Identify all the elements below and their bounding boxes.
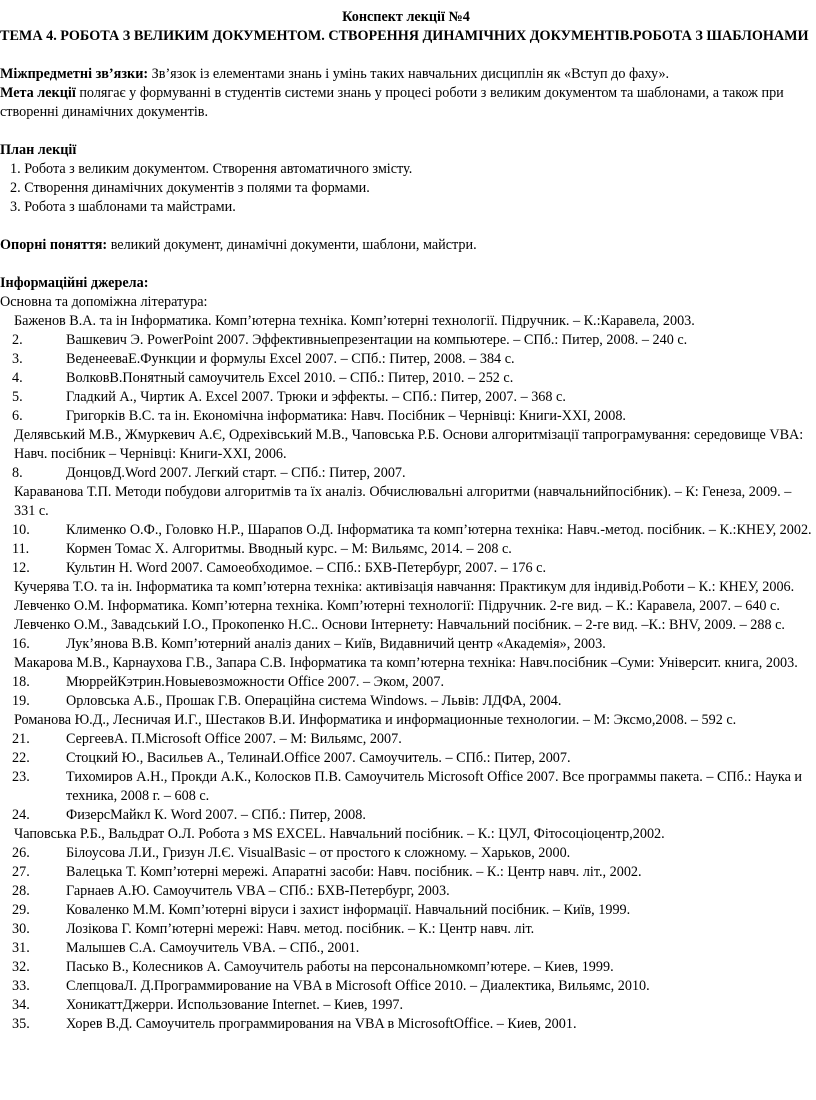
reference-text: Григорків В.С. та ін. Економічна інформатика: Навч. Посібник – Чернівці: Книги-ХХІ, 2008.	[66, 408, 626, 424]
reference-number: 10.	[12, 522, 30, 538]
reference-item	[0, 730, 812, 749]
reference-item	[0, 958, 812, 977]
reference-number: 19.	[12, 693, 30, 709]
reference-item	[0, 806, 812, 825]
reference-item	[0, 540, 812, 559]
reference-item	[0, 521, 812, 540]
lecture-goal	[0, 84, 812, 122]
reference-text: Малышев С.А. Самоучитель VBA. – СПб., 2001.	[66, 940, 360, 956]
reference-text: Білоусова Л.И., Гризун Л.Є. VisualBasic – от простого к сложному. – Харьков, 2000.	[66, 845, 571, 861]
reference-text: Тихомиров А.Н., Прокди А.К., Колосков П.В. Самоучитель Microsoft Office 2007. Все программы пакета. – СПб.: Наука и техника, 2008 г. – 608 с.	[66, 769, 803, 804]
reference-item	[0, 749, 812, 768]
plan-item: 2. Створення динамічних документів з полями та формами.	[10, 180, 370, 196]
reference-text: Лозікова Г. Комп’ютерні мережі: Навч. метод. посібник. – К.: Центр навч. літ.	[66, 921, 535, 937]
reference-item	[0, 388, 812, 407]
reference-item	[0, 939, 812, 958]
reference-text: Караванова Т.П. Методи побудови алгоритмів та їх аналіз. Обчислювальні алгоритми (навчальнийпосібник). – К: Генеза, 2009. – 331 с.	[14, 484, 792, 519]
reference-item	[0, 369, 812, 388]
reference-number: 30.	[12, 921, 30, 937]
plan-title-text: План лекції	[0, 142, 77, 158]
reference-item	[0, 996, 812, 1015]
reference-number: 32.	[12, 959, 30, 975]
reference-number: 21.	[12, 731, 30, 747]
lecture-goal-label: Мета лекції	[0, 85, 76, 101]
reference-number: 3.	[12, 351, 23, 367]
reference-number: 27.	[12, 864, 30, 880]
reference-number: 2.	[12, 332, 23, 348]
reference-number: 22.	[12, 750, 30, 766]
reference-number: 26.	[12, 845, 30, 861]
reference-number: 31.	[12, 940, 30, 956]
lecture-topic: ТЕМА 4. РОБОТА З ВЕЛИКИМ ДОКУМЕНТОМ. СТВОРЕННЯ ДИНАМІЧНИХ ДОКУМЕНТІВ.РОБОТА З ШАБЛОНАМИ	[0, 28, 809, 44]
reference-item	[0, 1015, 812, 1034]
reference-text: Левченко О.М. Інформатика. Комп’ютерна техніка. Комп’ютерні технології: Підручник. 2-ге вид. – К.: Каравела, 2007. – 640 с.	[14, 598, 780, 614]
reference-item	[0, 901, 812, 920]
reference-text: Левченко О.М., Завадський І.О., Прокопенко Н.С.. Основи Інтернету: Навчальний посібник. – 2-ге вид. –К.: ВНV, 2009. – 288 с.	[14, 617, 785, 633]
reference-text: ДонцовД.Word 2007. Легкий старт. – СПб.: Питер, 2007.	[66, 465, 406, 481]
sources-title-text: Інформаційні джерела:	[0, 275, 149, 291]
reference-text: Чаповська Р.Б., Вальдрат О.Л. Робота з MS EXCEL. Навчальний посібник. – К.: ЦУЛ, Фітосоціоцентр,2002.	[14, 826, 665, 842]
lecture-goal-text: полягає у формуванні в студентів системи знань у процесі роботи з великим документом та шаблонами, а також при створенні динамічних документів.	[0, 85, 784, 120]
key-concepts-label: Опорні поняття:	[0, 237, 108, 253]
reference-number: 35.	[12, 1016, 30, 1032]
key-concepts	[0, 236, 812, 255]
reference-number: 18.	[12, 674, 30, 690]
reference-number: 29.	[12, 902, 30, 918]
reference-text: Клименко О.Ф., Головко Н.Р., Шарапов О.Д. Інформатика та комп’ютерна техніка: Навч.-метод. посібник. – К.:КНЕУ, 2002.	[66, 522, 812, 538]
reference-text: СлепцоваЛ. Д.Программирование на VBA в Microsoft Office 2010. – Диалектика, Вильямс, 2010.	[66, 978, 650, 994]
sources-subtitle: Основна та допоміжна література:	[0, 294, 208, 310]
reference-text: Кормен Томас Х. Алгоритмы. Вводный курс. – М: Вильямс, 2014. – 208 с.	[66, 541, 512, 557]
reference-item	[0, 426, 812, 464]
reference-item	[0, 673, 812, 692]
reference-number: 24.	[12, 807, 30, 823]
interdisciplinary-links	[0, 65, 812, 84]
reference-text: МюррейКэтрин.Новыевозможности Office 2007. – Эком, 2007.	[66, 674, 445, 690]
reference-text: ВолковВ.Понятный самоучитель Excel 2010. – СПб.: Питер, 2010. – 252 с.	[66, 370, 514, 386]
reference-text: Орловська А.Б., Прошак Г.В. Операційна система Windows. – Львів: ЛДФА, 2004.	[66, 693, 562, 709]
reference-text: ХоникаттДжерри. Использование Internet. – Киев, 1997.	[66, 997, 404, 1013]
reference-item	[0, 483, 812, 521]
reference-number: 16.	[12, 636, 30, 652]
reference-item	[0, 559, 812, 578]
reference-text: Макарова М.В., Карнаухова Г.В., Запара С.В. Інформатика та комп’ютерна техніка: Навч.посібник –Суми: Університ. книга, 2003.	[14, 655, 798, 671]
reference-number: 8.	[12, 465, 23, 481]
reference-item	[0, 464, 812, 483]
reference-item	[0, 825, 812, 844]
reference-item	[0, 768, 812, 806]
reference-item	[0, 578, 812, 597]
reference-number: 33.	[12, 978, 30, 994]
plan-item: 1. Робота з великим документом. Створення автоматичного змісту.	[10, 161, 413, 177]
reference-item	[0, 407, 812, 426]
reference-item	[0, 654, 812, 673]
reference-text: Гарнаев А.Ю. Самоучитель VBA – СПб.: БХВ-Петербург, 2003.	[66, 883, 450, 899]
key-concepts-text: великий документ, динамічні документи, шаблони, майстри.	[107, 237, 477, 253]
plan-list	[0, 160, 812, 217]
lecture-number: Конспект лекції №4	[342, 9, 470, 25]
reference-number: 11.	[12, 541, 30, 557]
reference-number: 23.	[12, 769, 30, 785]
reference-text: Делявський М.В., Жмуркевич А.Є, Одрехівський М.В., Чаповська Р.Б. Основи алгоритмізації тапрограмування: середовище VBA: Навч. посібник – Чернівці: Книги-ХХІ, 2006.	[14, 427, 804, 462]
reference-item	[0, 844, 812, 863]
document-page	[0, 8, 812, 1034]
reference-text: Хорев В.Д. Самоучитель программирования на VBA в MicrosoftOffice. – Киев, 2001.	[66, 1016, 577, 1032]
reference-item	[0, 312, 812, 331]
reference-item	[0, 882, 812, 901]
reference-item	[0, 920, 812, 939]
reference-text: Лук’янова В.В. Комп’ютерний аналіз даних – Київ, Видавничий центр «Академія», 2003.	[66, 636, 606, 652]
reference-item	[0, 597, 812, 616]
reference-text: Коваленко М.М. Комп’ютерні віруси і захист інформації. Навчальний посібник. – Київ, 1999.	[66, 902, 631, 918]
reference-text: ВеденееваЕ.Функции и формулы Excel 2007. – СПб.: Питер, 2008. – 384 с.	[66, 351, 515, 367]
reference-text: Баженов В.А. та ін Інформатика. Комп’ютерна техніка. Комп’ютерні технології. Підручник. – К.:Каравела, 2003.	[14, 313, 695, 329]
reference-item	[0, 331, 812, 350]
reference-number: 28.	[12, 883, 30, 899]
reference-text: ФизерсМайкл К. Word 2007. – СПб.: Питер, 2008.	[66, 807, 366, 823]
reference-text: Пасько В., Колесников А. Самоучитель работы на персональномкомп’ютере. – Киев, 1999.	[66, 959, 614, 975]
reference-number: 4.	[12, 370, 23, 386]
reference-item	[0, 350, 812, 369]
reference-item	[0, 635, 812, 654]
reference-number: 34.	[12, 997, 30, 1013]
reference-item	[0, 711, 812, 730]
reference-item	[0, 692, 812, 711]
reference-text: Культин Н. Word 2007. Самоеобходимое. – СПб.: БХВ-Петербург, 2007. – 176 с.	[66, 560, 547, 576]
interdisciplinary-links-label: Міжпредметні зв’язки:	[0, 66, 149, 82]
interdisciplinary-links-text: Зв’язок із елементами знань і умінь таких навчальних дисциплін як «Вступ до фаху».	[148, 66, 670, 82]
reference-number: 6.	[12, 408, 23, 424]
reference-text: СергеевА. П.Microsoft Office 2007. – М: Вильямс, 2007.	[66, 731, 402, 747]
sources-title	[0, 274, 812, 293]
reference-text: Вашкевич Э. PowerPoint 2007. Эффективныепрезентации на компьютере. – СПб.: Питер, 2008. – 240 с.	[66, 332, 688, 348]
reference-list	[0, 312, 812, 1034]
reference-number: 12.	[12, 560, 30, 576]
reference-text: Валецька Т. Комп’ютерні мережі. Апаратні засоби: Навч. посібник. – К.: Центр навч. літ., 2002.	[66, 864, 642, 880]
plan-title	[0, 141, 812, 160]
reference-item	[0, 616, 812, 635]
reference-number: 5.	[12, 389, 23, 405]
reference-item	[0, 863, 812, 882]
reference-text: Романова Ю.Д., Лесничая И.Г., Шестаков В.И. Информатика и информационные технологии. – М: Эксмо,2008. – 592 с.	[14, 712, 737, 728]
reference-text: Гладкий А., Чиртик А. Excel 2007. Трюки и эффекты. – СПб.: Питер, 2007. – 368 с.	[66, 389, 566, 405]
reference-text: Стоцкий Ю., Васильев А., ТелинаИ.Office 2007. Самоучитель. – СПб.: Питер, 2007.	[66, 750, 571, 766]
reference-text: Кучерява Т.О. та ін. Інформатика та комп’ютерна техніка: активізація навчання: Практикум для індивід.Роботи – К.: КНЕУ, 2006.	[14, 579, 795, 595]
reference-item	[0, 977, 812, 996]
plan-item: 3. Робота з шаблонами та майстрами.	[10, 199, 236, 215]
